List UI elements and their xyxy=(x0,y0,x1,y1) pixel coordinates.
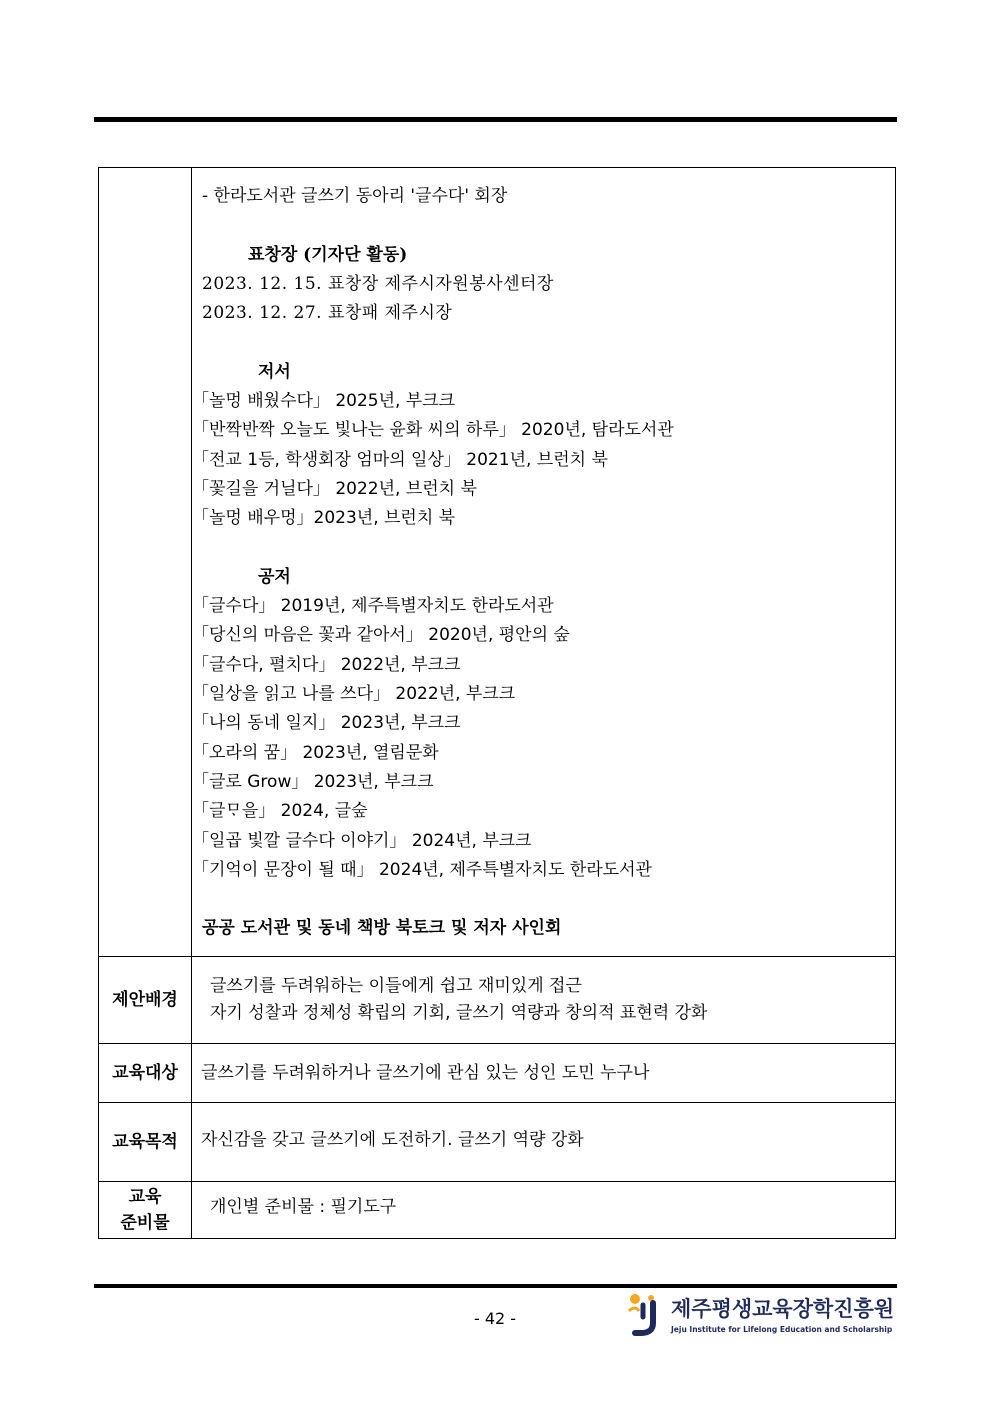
materials-text: 개인별 준비물 : 필기도구 xyxy=(210,1197,397,1217)
materials-label-line: 준비물 xyxy=(120,1213,170,1233)
co-book-item: 「오라의 꿈」 2023년, 열림문화 xyxy=(192,742,439,763)
target-cell xyxy=(192,1044,896,1103)
co-book-item: 「기억이 문장이 될 때」 2024년, 제주특별자치도 한라도서관 xyxy=(192,859,652,880)
org-name-en: Jeju Institute for Lifelong Education and Scholarship xyxy=(671,1325,893,1334)
footer-rule xyxy=(94,1284,897,1288)
co-book-item: 「나의 동네 일지」 2023년, 부크크 xyxy=(192,713,461,734)
book-item: 「반짝반짝 오늘도 빛나는 윤화 씨의 하루」 2020년, 탐라도서관 xyxy=(192,420,674,441)
org-emblem-icon xyxy=(625,1291,665,1337)
purpose-row xyxy=(99,1103,896,1182)
target-row xyxy=(99,1044,896,1103)
page-number: - 42 - xyxy=(473,1309,517,1328)
background-label: 제안배경 xyxy=(99,957,192,1044)
background-row xyxy=(99,957,896,1044)
purpose-text: 자신감을 갖고 글쓰기에 도전하기. 글쓰기 역량 강화 xyxy=(201,1130,584,1150)
materials-label-line: 교육 xyxy=(128,1187,162,1207)
career-row xyxy=(99,168,896,957)
co-book-item: 「당신의 마음은 꽃과 같아서」 2020년, 평안의 숲 xyxy=(192,625,570,646)
book-item: 「놀멍 배우멍」2023년, 브런치 북 xyxy=(192,508,456,529)
award-item: 2023. 12. 15. 표창장 제주시자원봉사센터장 xyxy=(202,273,554,294)
program-table xyxy=(98,167,896,1239)
book-item: 「전교 1등, 학생회장 엄마의 일상」 2021년, 브런치 북 xyxy=(192,449,608,470)
background-cell xyxy=(192,957,896,1044)
award-item: 2023. 12. 27. 표창패 제주시장 xyxy=(202,303,453,324)
purpose-cell xyxy=(192,1103,896,1182)
materials-row xyxy=(99,1182,896,1239)
co-book-item: 「글수다, 펼치다」 2022년, 부크크 xyxy=(192,654,461,675)
header-rule xyxy=(94,117,897,122)
materials-cell xyxy=(192,1182,896,1239)
book-item: 「놀멍 배웠수다」 2025년, 부크크 xyxy=(192,391,456,412)
background-line: 자기 성찰과 정체성 확립의 기회, 글쓰기 역량과 창의적 표현력 강화 xyxy=(210,1003,708,1023)
co-books-title: 공저 xyxy=(258,566,291,587)
awards-title: 표창장 (기자단 활동) xyxy=(248,244,408,265)
background-line: 글쓰기를 두려워하는 이들에게 쉽고 재미있게 접근 xyxy=(210,976,582,996)
book-item: 「꽃길을 거닐다」 2022년, 브런치 북 xyxy=(192,478,477,499)
target-text: 글쓰기를 두려워하거나 글쓰기에 관심 있는 성인 도민 누구나 xyxy=(201,1062,650,1083)
co-book-item: 「일상을 읽고 나를 쓰다」 2022년, 부크크 xyxy=(192,684,516,705)
target-label: 교육대상 xyxy=(99,1044,192,1103)
career-label-cell xyxy=(99,168,192,957)
co-book-item: 「글수다」 2019년, 제주특별자치도 한라도서관 xyxy=(192,596,554,617)
materials-label xyxy=(99,1182,192,1239)
talks-line: 공공 도서관 및 동네 책방 북토크 및 저자 사인회 xyxy=(202,918,562,939)
org-name: 제주평생교육장학진흥원 xyxy=(671,1297,895,1321)
books-title: 저서 xyxy=(258,361,291,382)
co-book-item: 「글ᄆᆞ을」 2024, 글숲 xyxy=(192,801,368,822)
co-book-item: 「글로 Grow」 2023년, 부크크 xyxy=(192,771,434,792)
club-line: - 한라도서관 글쓰기 동아리 '글수다' 회장 xyxy=(202,186,508,206)
career-cell xyxy=(192,168,896,957)
purpose-label: 교육목적 xyxy=(99,1103,192,1182)
org-logo xyxy=(625,1291,895,1339)
co-book-item: 「일곱 빛깔 글수다 이야기」 2024년, 부크크 xyxy=(192,830,532,851)
